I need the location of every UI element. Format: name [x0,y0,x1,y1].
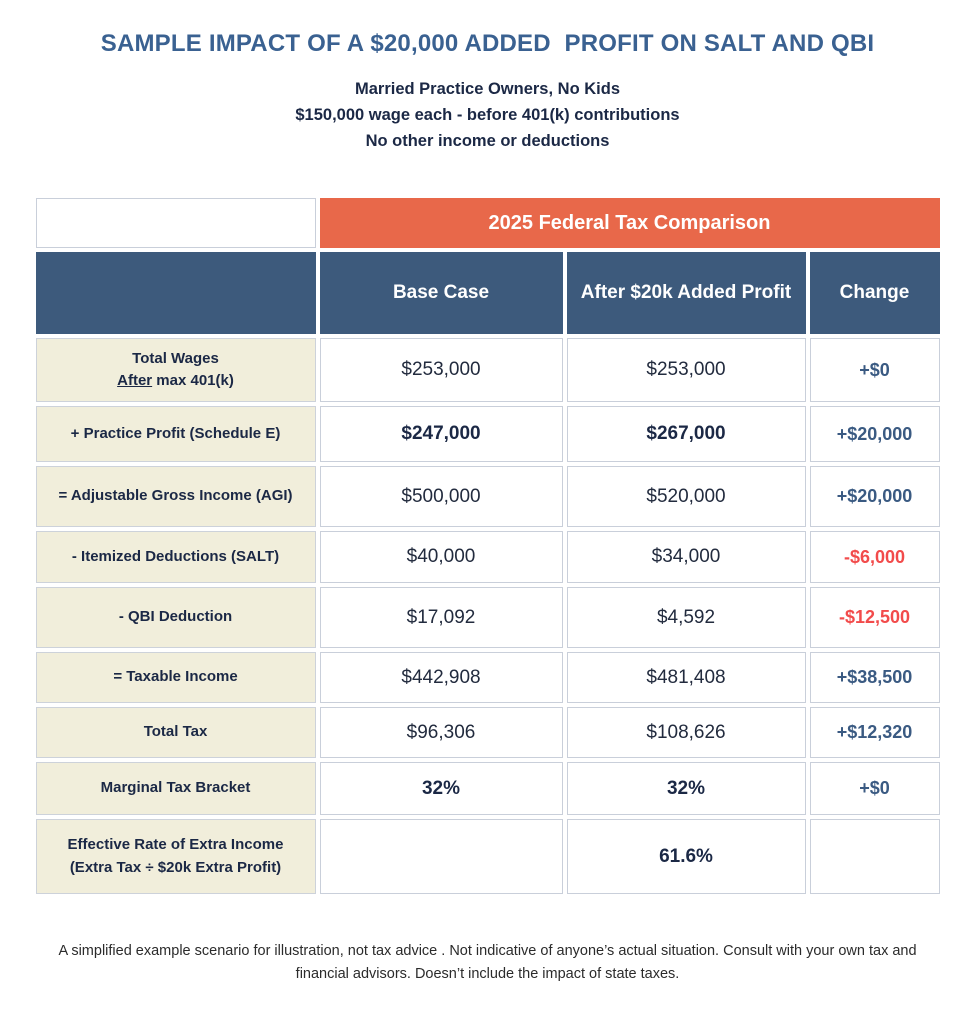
row-label: + Practice Profit (Schedule E) [36,406,316,462]
row-label-underlined-word: After [117,372,153,390]
row-label-line2-rest: max 401(k) [152,372,234,390]
subtitle-line-1: Married Practice Owners, No Kids [354,80,620,98]
change-value: -$6,000 [810,531,940,583]
base-value: $442,908 [320,652,563,703]
row-label: Effective Rate of Extra Income (Extra Tax ÷ $20k Extra Profit) [36,819,316,894]
base-value: $500,000 [320,466,563,527]
table-row-total-wages [36,338,940,402]
row-label: Marginal Tax Bracket [36,762,316,815]
column-header-row [36,252,940,334]
after-value: 61.6% [567,819,806,894]
column-header-empty [36,252,316,334]
comparison-table [32,194,944,898]
table-banner-title: 2025 Federal Tax Comparison [320,198,940,248]
change-value: +$38,500 [810,652,940,703]
base-value [320,819,563,894]
disclaimer-footnote: A simplified example scenario for illustration, not tax advice . Not indicative of anyone’s actual situation. Consult with your own tax and financial advisors. Doesn’t include the impact of state taxes. [58,943,917,982]
base-value: $253,000 [320,338,563,402]
change-value: +$0 [810,338,940,402]
table-row-practice-profit [36,406,940,462]
column-header-change: Change [810,252,940,334]
column-header-after-profit: After $20k Added Profit [567,252,806,334]
subtitle-block [0,76,975,154]
table-row-taxable-income [36,652,940,703]
subtitle-line-3: No other income or deductions [365,132,610,151]
after-value: $481,408 [567,652,806,703]
change-value: +$0 [810,762,940,815]
table-row-itemized-deductions [36,531,940,583]
after-value: $4,592 [567,587,806,648]
banner-row [36,198,940,248]
row-label-line1: Total Wages [132,349,219,367]
table-row-marginal-bracket [36,762,940,815]
column-header-base-case: Base Case [320,252,563,334]
after-value: $108,626 [567,707,806,758]
table-row-effective-rate [36,819,940,894]
after-value: $267,000 [567,406,806,462]
after-value: $34,000 [567,531,806,583]
change-value [810,819,940,894]
row-label: = Taxable Income [36,652,316,703]
after-value: 32% [567,762,806,815]
table-row-qbi-deduction [36,587,940,648]
change-value: +$20,000 [810,466,940,527]
change-value: -$12,500 [810,587,940,648]
base-value: $247,000 [320,406,563,462]
row-label [36,338,316,402]
base-value: $96,306 [320,707,563,758]
after-value: $520,000 [567,466,806,527]
base-value: $40,000 [320,531,563,583]
row-label: - Itemized Deductions (SALT) [36,531,316,583]
page-title: SAMPLE IMPACT OF A $20,000 ADDED PROFIT ON SALT AND QBI [100,30,875,57]
subtitle-line-2: $150,000 wage each - before 401(k) contributions [295,106,680,125]
base-value: 32% [320,762,563,815]
base-value: $17,092 [320,587,563,648]
table-row-total-tax [36,707,940,758]
row-label: = Adjustable Gross Income (AGI) [36,466,316,527]
table-row-agi [36,466,940,527]
row-label: - QBI Deduction [36,587,316,648]
banner-blank-cell [36,198,316,248]
after-value: $253,000 [567,338,806,402]
row-label: Total Tax [36,707,316,758]
change-value: +$20,000 [810,406,940,462]
change-value: +$12,320 [810,707,940,758]
